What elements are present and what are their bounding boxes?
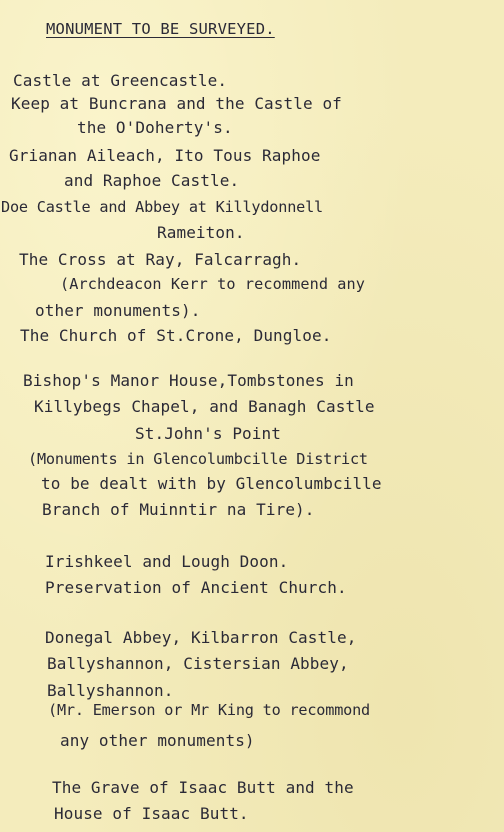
text-line: Ballyshannon, Cistersian Abbey, xyxy=(47,654,349,673)
text-line: Killybegs Chapel, and Banagh Castle xyxy=(34,397,375,416)
text-line: The Cross at Ray, Falcarragh. xyxy=(19,250,302,269)
text-line: Preservation of Ancient Church. xyxy=(45,578,347,597)
document-title: MONUMENT TO BE SURVEYED. xyxy=(46,20,275,38)
text-line: Doe Castle and Abbey at Killydonnell xyxy=(1,198,323,216)
text-line: St.John's Point xyxy=(135,424,281,443)
text-line: and Raphoe Castle. xyxy=(64,171,240,190)
text-line: Bishop's Manor House,Tombstones in xyxy=(23,371,354,390)
text-line: Ballyshannon. xyxy=(47,681,174,700)
text-line: Castle at Greencastle. xyxy=(13,71,228,90)
text-line: Branch of Muinntir na Tire). xyxy=(42,500,315,519)
text-line: The Church of St.Crone, Dungloe. xyxy=(20,326,332,345)
text-line: Grianan Aileach, Ito Tous Raphoe xyxy=(9,146,321,165)
text-line: Irishkeel and Lough Doon. xyxy=(45,552,289,571)
text-line: (Mr. Emerson or Mr King to recommond xyxy=(48,701,370,719)
text-line: to be dealt with by Glencolumbcille xyxy=(41,474,382,493)
text-line: (Archdeacon Kerr to recommend any xyxy=(60,275,366,293)
text-line: any other monuments) xyxy=(60,731,255,750)
text-line: (Monuments in Glencolumbcille District xyxy=(28,450,368,468)
text-line: The Grave of Isaac Butt and the xyxy=(52,778,354,797)
text-line: House of Isaac Butt. xyxy=(54,804,249,823)
text-line: Rameiton. xyxy=(157,223,245,242)
text-line: the O'Doherty's. xyxy=(77,118,233,137)
text-line: Donegal Abbey, Kilbarron Castle, xyxy=(45,628,357,647)
text-line: Keep at Buncrana and the Castle of xyxy=(11,94,342,113)
text-line: other monuments). xyxy=(35,301,201,320)
